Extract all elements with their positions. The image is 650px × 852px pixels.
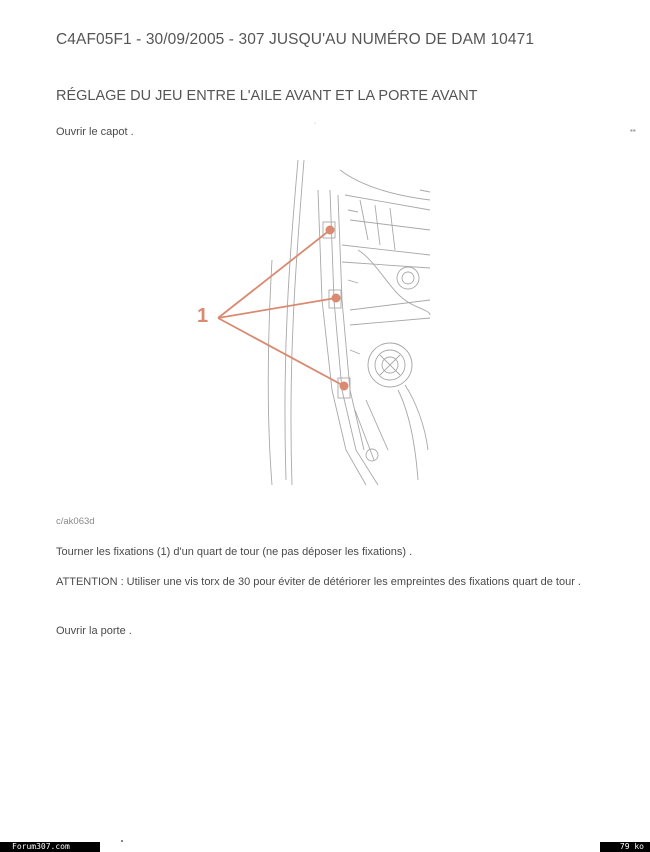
footer-speck [121,840,123,842]
technical-drawing [190,150,440,495]
footer-site-badge: Forum307.com [0,842,100,852]
scan-specks: ▪▪ [630,126,636,135]
callout-number: 1 [197,305,209,327]
document-header: C4AF05F1 - 30/09/2005 - 307 JUSQU'AU NUMÉRO DE DAM 10471 [56,31,535,48]
scan-speck: ´ [314,122,317,131]
footer-size-badge: 79 ko [600,842,650,852]
section-title: RÉGLAGE DU JEU ENTRE L'AILE AVANT ET LA PORTE AVANT [56,88,478,104]
step-turn-fasteners: Tourner les fixations (1) d'un quart de tour (ne pas déposer les fixations) . [56,546,413,558]
warning-text: ATTENTION : Utiliser une vis torx de 30 pour éviter de détériorer les empreintes des fixations quart de tour . [56,576,581,588]
figure-reference: c/ak063d [56,516,95,527]
fastener-dot [340,382,349,391]
fastener-dot [326,226,335,235]
step-open-hood: Ouvrir le capot . [56,126,134,138]
step-open-door: Ouvrir la porte . [56,625,132,637]
fastener-dot [332,294,341,303]
